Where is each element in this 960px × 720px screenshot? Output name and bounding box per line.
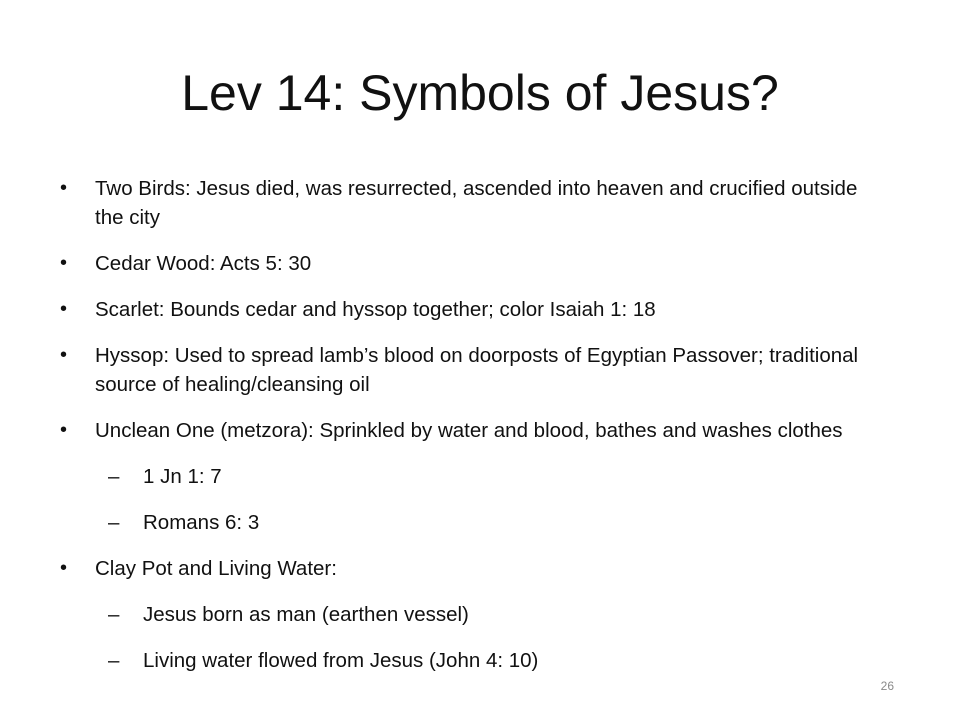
sub-bullet-marker: – (108, 649, 120, 672)
sub-bullet-item-1-jn (60, 462, 860, 491)
bullet-item-clay-pot (60, 554, 860, 583)
bullet-text: Two Birds: Jesus died, was resurrected, ascended into heaven and crucified outside the city (95, 177, 858, 229)
sub-bullet-text: Romans 6: 3 (143, 511, 260, 534)
bullet-marker: • (60, 177, 68, 199)
bullet-item-two-birds (60, 174, 860, 232)
sub-bullet-marker: – (108, 511, 120, 534)
bullet-marker: • (60, 557, 68, 579)
bullet-text: Hyssop: Used to spread lamb’s blood on doorposts of Egyptian Passover; traditional source of healing/cleansing oil (95, 344, 859, 396)
bullet-item-unclean-one (60, 416, 860, 445)
bullet-text: Cedar Wood: Acts 5: 30 (95, 252, 312, 275)
sub-bullet-item-living-water (60, 646, 860, 675)
bullet-marker: • (60, 298, 68, 320)
sub-bullet-text: Jesus born as man (earthen vessel) (143, 603, 469, 626)
slide-title: Lev 14: Symbols of Jesus? (181, 65, 779, 121)
bullet-item-cedar-wood (60, 249, 860, 278)
bullet-list (60, 174, 860, 692)
sub-bullet-item-romans (60, 508, 860, 537)
sub-bullet-text: Living water flowed from Jesus (John 4: 10) (143, 649, 539, 672)
sub-bullet-marker: – (108, 465, 120, 488)
page-number: 26 (880, 679, 894, 693)
bullet-text: Scarlet: Bounds cedar and hyssop together; color Isaiah 1: 18 (95, 298, 656, 321)
bullet-item-hyssop (60, 341, 860, 399)
sub-bullet-marker: – (108, 603, 120, 626)
bullet-text: Clay Pot and Living Water: (95, 557, 337, 580)
bullet-marker: • (60, 344, 68, 366)
bullet-item-scarlet (60, 295, 860, 324)
bullet-marker: • (60, 419, 68, 441)
sub-bullet-text: 1 Jn 1: 7 (143, 465, 222, 488)
bullet-text: Unclean One (metzora): Sprinkled by water and blood, bathes and washes clothes (95, 419, 843, 442)
sub-bullet-item-earthen-vessel (60, 600, 860, 629)
bullet-marker: • (60, 252, 68, 274)
